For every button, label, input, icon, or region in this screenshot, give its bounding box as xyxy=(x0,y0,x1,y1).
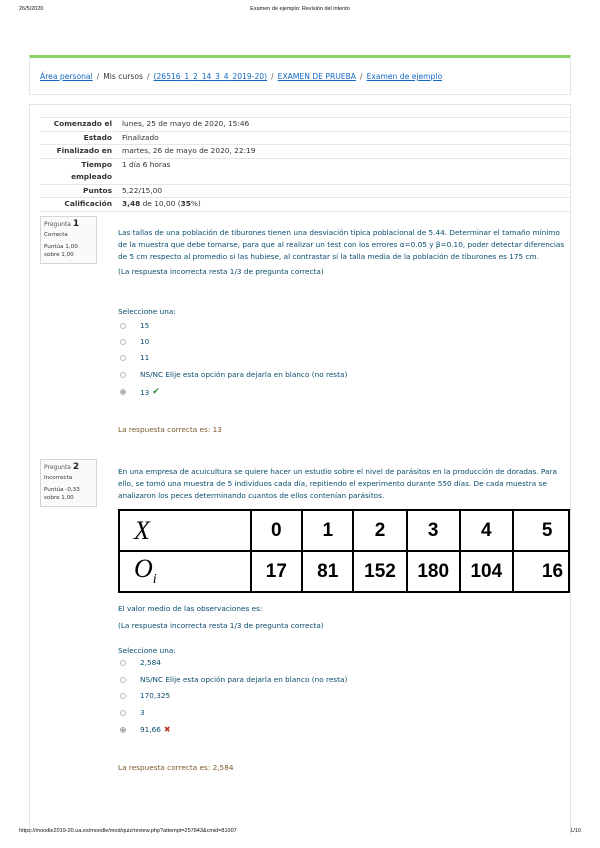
table-cell: 16 xyxy=(513,551,569,592)
table-cell: 17 xyxy=(251,551,302,592)
question-state: Incorrecta xyxy=(44,475,73,481)
q1-option[interactable] xyxy=(120,370,347,379)
question-2-question: El valor medio de las observaciones es: xyxy=(118,604,263,613)
q2-option[interactable] xyxy=(120,658,161,667)
question-1-prompt: Seleccione una: xyxy=(118,307,176,316)
summary-row-finished xyxy=(40,145,570,159)
grade-percent: 35 xyxy=(180,199,191,208)
q1-option-selected[interactable] xyxy=(120,387,160,397)
summary-row-points xyxy=(40,185,570,199)
breadcrumb xyxy=(40,72,442,81)
breadcrumb-panel xyxy=(29,55,571,95)
o-subscript: i xyxy=(152,572,157,588)
question-num: 2 xyxy=(72,462,80,472)
grade-value xyxy=(118,198,570,211)
option-label: 11 xyxy=(140,353,150,362)
radio-button-selected[interactable] xyxy=(120,389,126,395)
question-1-text: Las tallas de una población de tiburones tienen una desviación típica poblacional de 5.44. Determinar el tamaño mínimo de la muestra que debe tomarse, para que al realizar un test con los errores α=0.05 y β=0.10, poder detectar diferencias de 5 cm respecto al promedio si las hubiese, al contrastar si la talla media de la población de tiburones es 175 cm. xyxy=(118,228,565,261)
grade-number: 3,48 xyxy=(122,199,141,208)
question-num: 1 xyxy=(72,219,80,229)
question-score: Puntúa 1,00 sobre 1,00 xyxy=(44,244,78,258)
grade-end: %) xyxy=(190,199,201,208)
summary-key: Estado xyxy=(83,132,112,142)
radio-button[interactable] xyxy=(120,323,126,329)
breadcrumb-separator: / xyxy=(96,72,100,81)
breadcrumb-exam-section[interactable]: EXAMEN DE PRUEBA xyxy=(277,72,356,81)
table-header-x: X xyxy=(119,510,251,551)
summary-value: 5,22/15,00 xyxy=(122,185,163,195)
question-score: Puntúa -0,33 sobre 1,00 xyxy=(44,487,80,501)
print-date: 26/5/2020 xyxy=(19,6,44,12)
grade-rest: de 10,00 ( xyxy=(142,199,181,208)
table-cell: 1 xyxy=(302,510,353,551)
question-1-note: (La respuesta incorrecta resta 1/3 de pregunta correcta) xyxy=(118,267,324,276)
summary-key: Tiempo empleado xyxy=(71,159,112,181)
breadcrumb-separator: / xyxy=(146,72,150,81)
table-cell: 0 xyxy=(251,510,302,551)
summary-row-state xyxy=(40,132,570,146)
summary-value: Finalizado xyxy=(122,132,159,142)
table-row xyxy=(119,510,569,551)
summary-value: lunes, 25 de mayo de 2020, 15:46 xyxy=(122,119,250,128)
breadcrumb-area-personal[interactable]: Área personal xyxy=(40,72,93,81)
breadcrumb-separator: / xyxy=(360,72,363,81)
question-label: Pregunta xyxy=(44,464,71,471)
table-cell: 3 xyxy=(407,510,460,551)
check-icon: ✔ xyxy=(152,387,160,397)
question-1-correct-answer: La respuesta correcta es: 13 xyxy=(118,425,222,434)
option-label: 2,584 xyxy=(140,658,161,667)
radio-button[interactable] xyxy=(120,355,126,361)
question-2-text: En una empresa de acuicultura se quiere hacer un estudio sobre el nivel de parásitos en la producción de doradas. Para ello, se tomó una muestra de 5 individuos cada día, repitiendo el experimento durante 550 días. De cada muestra se analizaron los peces determinando cuantos de ellos contenían parásitos. xyxy=(118,467,557,500)
table-cell: 152 xyxy=(353,551,406,592)
frequency-table-image xyxy=(118,509,570,595)
option-label: 170,325 xyxy=(140,691,171,700)
breadcrumb-mis-cursos: Mis cursos xyxy=(103,72,143,81)
breadcrumb-separator: / xyxy=(271,72,274,81)
breadcrumb-quiz[interactable]: Examen de ejemplo xyxy=(366,72,443,81)
summary-key: Calificación xyxy=(64,199,112,208)
summary-key: Comenzado el xyxy=(53,119,112,128)
q2-option[interactable] xyxy=(120,691,170,700)
radio-button[interactable] xyxy=(120,677,126,683)
table-cell: 81 xyxy=(302,551,353,592)
question-1-info xyxy=(40,216,97,264)
question-number xyxy=(44,220,93,229)
question-number xyxy=(44,463,93,472)
question-2-note: (La respuesta incorrecta resta 1/3 de pregunta correcta) xyxy=(118,621,324,630)
print-header xyxy=(0,6,600,16)
summary-row-time xyxy=(40,159,570,185)
radio-button[interactable] xyxy=(120,710,126,716)
breadcrumb-course[interactable]: (26516_1_2_14_3_4_2019-20) xyxy=(153,72,268,81)
cross-icon: ✖ xyxy=(163,725,171,734)
option-label: NS/NC Elije esta opción para dejarla en blanco (no resta) xyxy=(140,675,348,684)
question-2-info xyxy=(40,459,97,507)
question-2-correct-answer: La respuesta correcta es: 2,584 xyxy=(118,763,234,772)
q2-option-selected[interactable] xyxy=(120,725,171,734)
table-cell: 2 xyxy=(353,510,406,551)
question-label: Pregunta xyxy=(44,221,71,228)
q1-option[interactable] xyxy=(120,337,149,346)
radio-button[interactable] xyxy=(120,660,126,666)
summary-key: Finalizado en xyxy=(56,146,112,155)
option-label: 3 xyxy=(140,708,145,717)
o-label: O xyxy=(134,554,153,584)
option-label: 10 xyxy=(140,337,150,346)
radio-button[interactable] xyxy=(120,339,126,345)
attempt-summary-table xyxy=(40,117,570,212)
q2-option[interactable] xyxy=(120,708,145,717)
summary-row-started xyxy=(40,118,570,132)
summary-value: 1 día 6 horas xyxy=(122,159,171,169)
option-label: 15 xyxy=(140,321,150,330)
table-row xyxy=(119,551,569,592)
table-cell: 5 xyxy=(513,510,569,551)
print-title: Examen de ejemplo: Revisión del intento xyxy=(250,6,350,12)
frequency-table xyxy=(118,509,570,593)
radio-button[interactable] xyxy=(120,693,126,699)
summary-value: martes, 26 de mayo de 2020, 22:19 xyxy=(122,146,256,155)
q1-option[interactable] xyxy=(120,321,149,330)
summary-row-grade xyxy=(40,198,570,212)
question-2-prompt: Seleccione una: xyxy=(118,646,176,655)
q1-option[interactable] xyxy=(120,353,149,362)
table-header-o xyxy=(119,551,251,592)
option-label: 13 xyxy=(140,387,150,397)
table-cell: 180 xyxy=(407,551,460,592)
option-label: NS/NC Elije esta opción para dejarla en blanco (no resta) xyxy=(140,370,348,379)
q2-option[interactable] xyxy=(120,675,347,684)
radio-button-selected[interactable] xyxy=(120,727,126,733)
print-url: https://moodle2019-20.ua.es/moodle/mod/quiz/review.php?attempt=257843&cmid=81007 xyxy=(19,828,237,834)
table-cell: 104 xyxy=(460,551,513,592)
option-label: 91,66 xyxy=(140,725,161,734)
table-cell: 4 xyxy=(460,510,513,551)
radio-button[interactable] xyxy=(120,372,126,378)
summary-key: Puntos xyxy=(83,185,112,195)
question-state: Correcta xyxy=(44,232,68,238)
print-page-number: 1/10 xyxy=(570,828,581,834)
